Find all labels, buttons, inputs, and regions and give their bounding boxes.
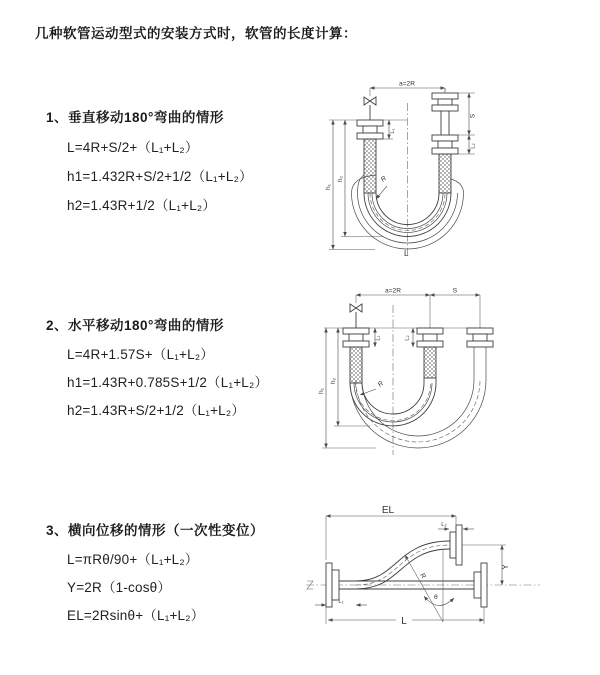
dim-label-l1: L₁ bbox=[375, 335, 382, 341]
braided-hose-left bbox=[350, 347, 362, 383]
braided-hose-middle bbox=[424, 347, 436, 378]
length-label: L bbox=[404, 249, 409, 258]
dim-label-l1: L₁ bbox=[338, 599, 344, 605]
dim-label-h2: h₂ bbox=[337, 175, 344, 183]
dim-label-l1: L₁ bbox=[390, 128, 396, 134]
dim-label-h1: h₁ bbox=[325, 184, 332, 190]
angle-label: θ bbox=[434, 594, 438, 601]
diagram-vertical-180-bend bbox=[323, 75, 515, 258]
formula-el: EL=2Rsinθ+（L₁+L₂） bbox=[67, 608, 205, 623]
dim-label-h1: h₁ bbox=[318, 388, 325, 394]
dim-label-l2: L₂ bbox=[404, 335, 411, 341]
formula-y: Y=2R（1-cosθ） bbox=[67, 580, 172, 595]
formula-length: L=4R+1.57S+（L₁+L₂） bbox=[67, 347, 214, 362]
dim-label-a2r: a=2R bbox=[399, 80, 415, 88]
dim-label-a2r: a=2R bbox=[385, 287, 401, 295]
diagram-horizontal-180-bend bbox=[318, 283, 506, 463]
page-title: 几种软管运动型式的安装方式时，软管的长度计算： bbox=[35, 26, 357, 41]
radius-label: R bbox=[418, 572, 427, 581]
valve-icon bbox=[364, 97, 376, 120]
dim-label-h2: h₂ bbox=[330, 377, 337, 385]
formula-h2: h2=1.43R+S/2+1/2（L₁+L₂） bbox=[67, 403, 246, 418]
dim-label-s: S bbox=[452, 287, 458, 295]
section-2-heading: 2、水平移动180°弯曲的情形 bbox=[46, 318, 224, 333]
formula-h1: h1=1.432R+S/2+1/2（L₁+L₂） bbox=[67, 169, 253, 184]
radius-label: R bbox=[376, 380, 385, 389]
braided-hose-right bbox=[439, 154, 451, 193]
length-label: L bbox=[401, 616, 407, 627]
radius-label: R bbox=[379, 175, 388, 184]
formula-h2: h2=1.43R+1/2（L₁+L₂） bbox=[67, 198, 217, 213]
diagram-lateral-displacement bbox=[300, 500, 600, 660]
dim-label-l2: L₂ bbox=[470, 143, 477, 149]
dim-label-y: Y bbox=[501, 564, 510, 570]
formula-length: L=4R+S/2+（L₁+L₂） bbox=[67, 140, 199, 155]
braided-hose-left bbox=[364, 139, 376, 193]
section-3-heading: 3、横向位移的情形（一次性变位） bbox=[46, 523, 265, 538]
valve-icon bbox=[350, 304, 362, 328]
dim-label-s: S bbox=[469, 113, 477, 119]
formula-h1: h1=1.43R+0.785S+1/2（L₁+L₂） bbox=[67, 375, 269, 390]
section-1-heading: 1、垂直移动180°弯曲的情形 bbox=[46, 110, 224, 125]
formula-length: L=πRθ/90+（L₁+L₂） bbox=[67, 552, 199, 567]
dim-label-el: EL bbox=[381, 505, 395, 516]
dim-label-l2: L₂ bbox=[441, 522, 447, 528]
